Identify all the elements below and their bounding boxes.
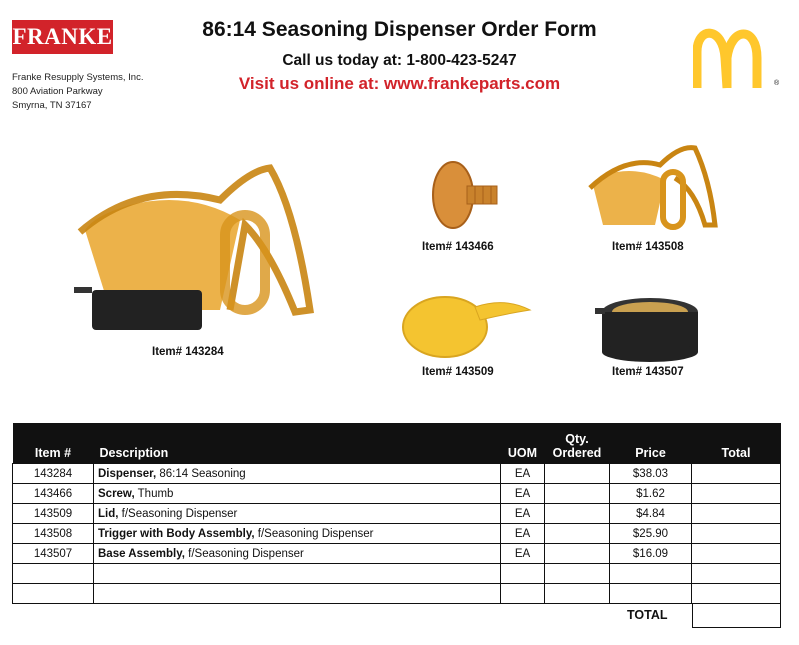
header-total: Total (692, 423, 781, 464)
item-cell: 143466 (13, 484, 94, 504)
table-header-row (13, 423, 781, 464)
qty-ordered-field[interactable] (545, 584, 610, 604)
item-caption: Item# 143284 (152, 346, 224, 358)
header-qty-line1: Qty. (565, 432, 589, 446)
qty-ordered-field[interactable] (545, 464, 610, 484)
qty-ordered-field[interactable] (545, 544, 610, 564)
qty-ordered-field[interactable] (545, 484, 610, 504)
description-text: f/Seasoning Dispenser (184, 547, 304, 560)
table-row (13, 564, 781, 584)
header-qty-ordered (545, 423, 610, 464)
description-bold: Base Assembly, (98, 547, 185, 560)
address-line: Smyrna, TN 37167 (12, 100, 92, 111)
table-row (13, 484, 781, 504)
description-cell (94, 544, 501, 564)
order-table (12, 423, 781, 604)
price-cell: $38.03 (610, 464, 692, 484)
thumb-screw-image (425, 150, 505, 235)
table-row (13, 544, 781, 564)
description-text: f/Seasoning Dispenser (118, 507, 238, 520)
header-qty-line2: Ordered (552, 446, 602, 460)
item-cell (13, 564, 94, 584)
website-link[interactable]: Visit us online at: www.frankeparts.com (238, 74, 561, 93)
item-cell: 143507 (13, 544, 94, 564)
franke-logo: FRANKE (12, 20, 113, 54)
address-line: 800 Aviation Parkway (12, 86, 103, 97)
header-item: Item # (13, 423, 94, 464)
total-field[interactable] (692, 464, 781, 484)
qty-ordered-field[interactable] (545, 564, 610, 584)
description-text: 86:14 Seasoning (156, 467, 246, 480)
total-field[interactable] (692, 504, 781, 524)
description-bold: Dispenser, (98, 467, 157, 480)
total-label: TOTAL (627, 608, 668, 622)
uom-cell: EA (501, 544, 545, 564)
item-caption: Item# 143466 (422, 241, 494, 253)
price-cell (610, 584, 692, 604)
mcdonalds-arches-logo (693, 22, 773, 90)
table-row (13, 524, 781, 544)
price-cell: $4.84 (610, 504, 692, 524)
description-cell (94, 524, 501, 544)
item-cell: 143284 (13, 464, 94, 484)
header-price: Price (610, 423, 692, 464)
base-assembly-image (595, 290, 710, 365)
description-bold: Trigger with Body Assembly, (98, 527, 255, 540)
grand-total-field[interactable] (692, 603, 781, 628)
table-row (13, 504, 781, 524)
price-cell: $25.90 (610, 524, 692, 544)
total-field[interactable] (692, 584, 781, 604)
item-caption: Item# 143508 (612, 241, 684, 253)
page-title: 86:14 Seasoning Dispenser Order Form (202, 18, 597, 41)
table-row (13, 584, 781, 604)
uom-cell: EA (501, 484, 545, 504)
header-uom: UOM (501, 423, 545, 464)
uom-cell (501, 564, 545, 584)
address-line: Franke Resupply Systems, Inc. (12, 72, 144, 83)
uom-cell: EA (501, 524, 545, 544)
price-cell (610, 564, 692, 584)
item-caption: Item# 143509 (422, 366, 494, 378)
description-text: Thumb (134, 487, 174, 500)
phone-line: Call us today at: 1-800-423-5247 (282, 52, 517, 69)
item-cell: 143509 (13, 504, 94, 524)
description-cell (94, 584, 501, 604)
item-caption: Item# 143507 (612, 366, 684, 378)
qty-ordered-field[interactable] (545, 504, 610, 524)
uom-cell (501, 584, 545, 604)
description-text: f/Seasoning Dispenser (254, 527, 374, 540)
uom-cell: EA (501, 504, 545, 524)
dispenser-image (70, 160, 320, 345)
item-cell: 143508 (13, 524, 94, 544)
total-field[interactable] (692, 564, 781, 584)
total-row (12, 603, 780, 627)
trigger-body-image (585, 140, 720, 235)
description-cell (94, 564, 501, 584)
description-bold: Lid, (98, 507, 119, 520)
total-field[interactable] (692, 544, 781, 564)
price-cell: $16.09 (610, 544, 692, 564)
total-field[interactable] (692, 484, 781, 504)
uom-cell: EA (501, 464, 545, 484)
price-cell: $1.62 (610, 484, 692, 504)
item-cell (13, 584, 94, 604)
registered-mark: ® (774, 80, 780, 87)
description-cell (94, 504, 501, 524)
lid-image (400, 282, 535, 362)
header-description: Description (94, 423, 501, 464)
description-cell (94, 464, 501, 484)
description-cell (94, 484, 501, 504)
description-bold: Screw, (98, 487, 135, 500)
table-row (13, 464, 781, 484)
total-field[interactable] (692, 524, 781, 544)
qty-ordered-field[interactable] (545, 524, 610, 544)
